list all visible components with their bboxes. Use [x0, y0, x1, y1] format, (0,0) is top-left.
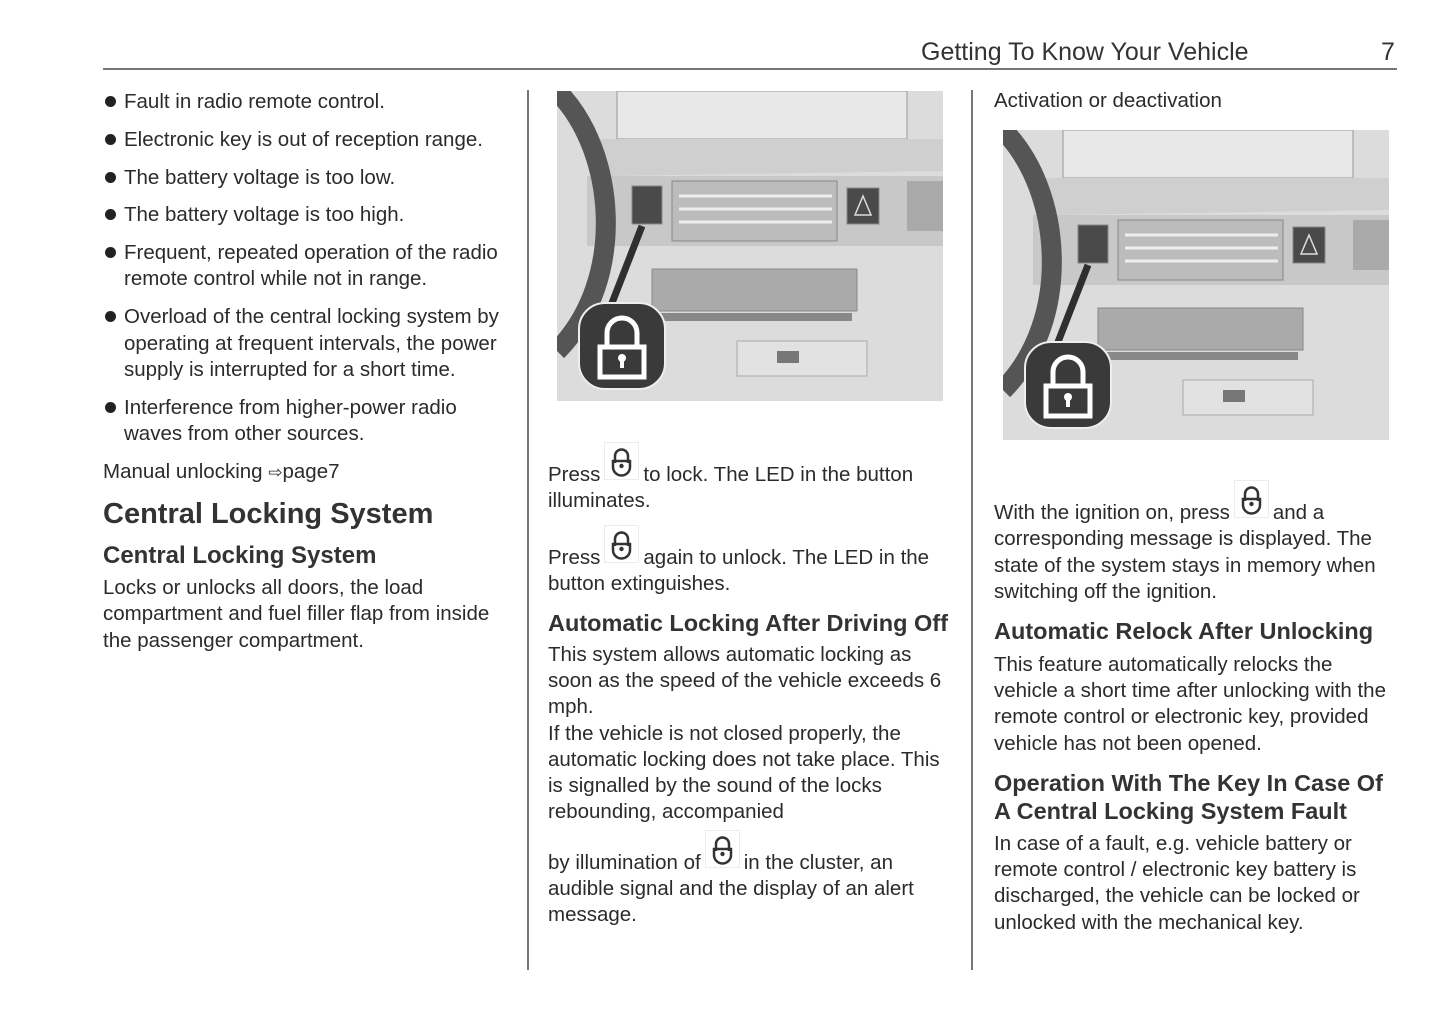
- section-title: Getting To Know Your Vehicle: [921, 38, 1249, 66]
- auto-locking-paragraph-3: by illumination of in the cluster, an audible signal and the display of an alert message.: [548, 836, 953, 929]
- section-heading: Central Locking System: [103, 498, 434, 531]
- dashboard-illustration: [1003, 130, 1389, 440]
- bullet-icon: [105, 134, 116, 145]
- page-link[interactable]: page7: [282, 459, 340, 483]
- bullet-icon: [105, 402, 116, 413]
- column-divider: [971, 90, 973, 970]
- column-1: [103, 88, 513, 654]
- list-item: The battery voltage is too low.: [103, 165, 513, 191]
- fault-cause-list: [103, 89, 513, 447]
- auto-locking-heading: Automatic Locking After Driving Off: [548, 610, 948, 637]
- activation-instruction: With the ignition on, press and a corresponding message is displayed. The state of the system stays in memory when switching off the ignition.: [994, 486, 1394, 605]
- column-3: [994, 88, 1394, 934]
- dashboard-lock-button-illustration: [1003, 130, 1389, 440]
- lock-icon: [604, 442, 639, 480]
- header-rule: [103, 68, 1397, 70]
- bullet-icon: [105, 311, 116, 322]
- key-fault-description: In case of a fault, e.g. vehicle battery or remote control / electronic key battery is discharged, the vehicle can be locked or unlocked with the mechanical key.: [994, 831, 1360, 934]
- central-locking-description: Locks or unlocks all doors, the load compartment and fuel filler flap from inside the passenger compartment.: [103, 576, 490, 652]
- page-number: 7: [1381, 38, 1395, 66]
- list-item: Frequent, repeated operation of the radio remote control while not in range.: [103, 240, 513, 293]
- relock-heading: Automatic Relock After Unlocking: [994, 618, 1374, 645]
- list-item: Overload of the central locking system by operating at frequent intervals, the power supply is interrupted for a short time.: [103, 304, 513, 383]
- bullet-icon: [105, 172, 116, 183]
- auto-locking-paragraph-2: If the vehicle is not closed properly, the automatic locking does not take place. This is signalled by the sound of the locks rebounding, accompanied: [548, 721, 940, 824]
- press-to-unlock-instruction: Press again to unlock. The LED in the button extinguishes.: [548, 531, 953, 598]
- arrow-right-icon: ⇨: [268, 462, 283, 483]
- dashboard-lock-button-illustration: [557, 91, 943, 401]
- lock-icon: [705, 830, 740, 868]
- lock-icon: [1234, 480, 1269, 518]
- list-item: Interference from higher-power radio waves from other sources.: [103, 395, 513, 448]
- bullet-icon: [105, 96, 116, 107]
- subsection-heading: Central Locking System: [103, 542, 377, 570]
- column-divider: [527, 90, 529, 970]
- list-item: Fault in radio remote control.: [103, 89, 513, 115]
- dashboard-illustration: [557, 91, 943, 401]
- bullet-icon: [105, 247, 116, 258]
- list-item: The battery voltage is too high.: [103, 202, 513, 228]
- activation-heading: Activation or deactivation: [994, 89, 1222, 112]
- lock-icon: [604, 525, 639, 563]
- manual-unlocking-reference: Manual unlocking ⇨page7: [103, 459, 340, 483]
- bullet-icon: [105, 209, 116, 220]
- key-fault-heading: Operation With The Key In Case Of A Central Locking System Fault: [994, 769, 1383, 825]
- auto-locking-paragraph-1: This system allows automatic locking as soon as the speed of the vehicle exceeds 6 mph.: [548, 642, 942, 719]
- relock-description: This feature automatically relocks the vehicle a short time after unlocking with the remote control or electronic key, provided vehicle has not been opened.: [994, 652, 1386, 755]
- press-to-lock-instruction: Press to lock. The LED in the button illuminates.: [548, 448, 953, 515]
- list-item: Electronic key is out of reception range.: [103, 127, 513, 153]
